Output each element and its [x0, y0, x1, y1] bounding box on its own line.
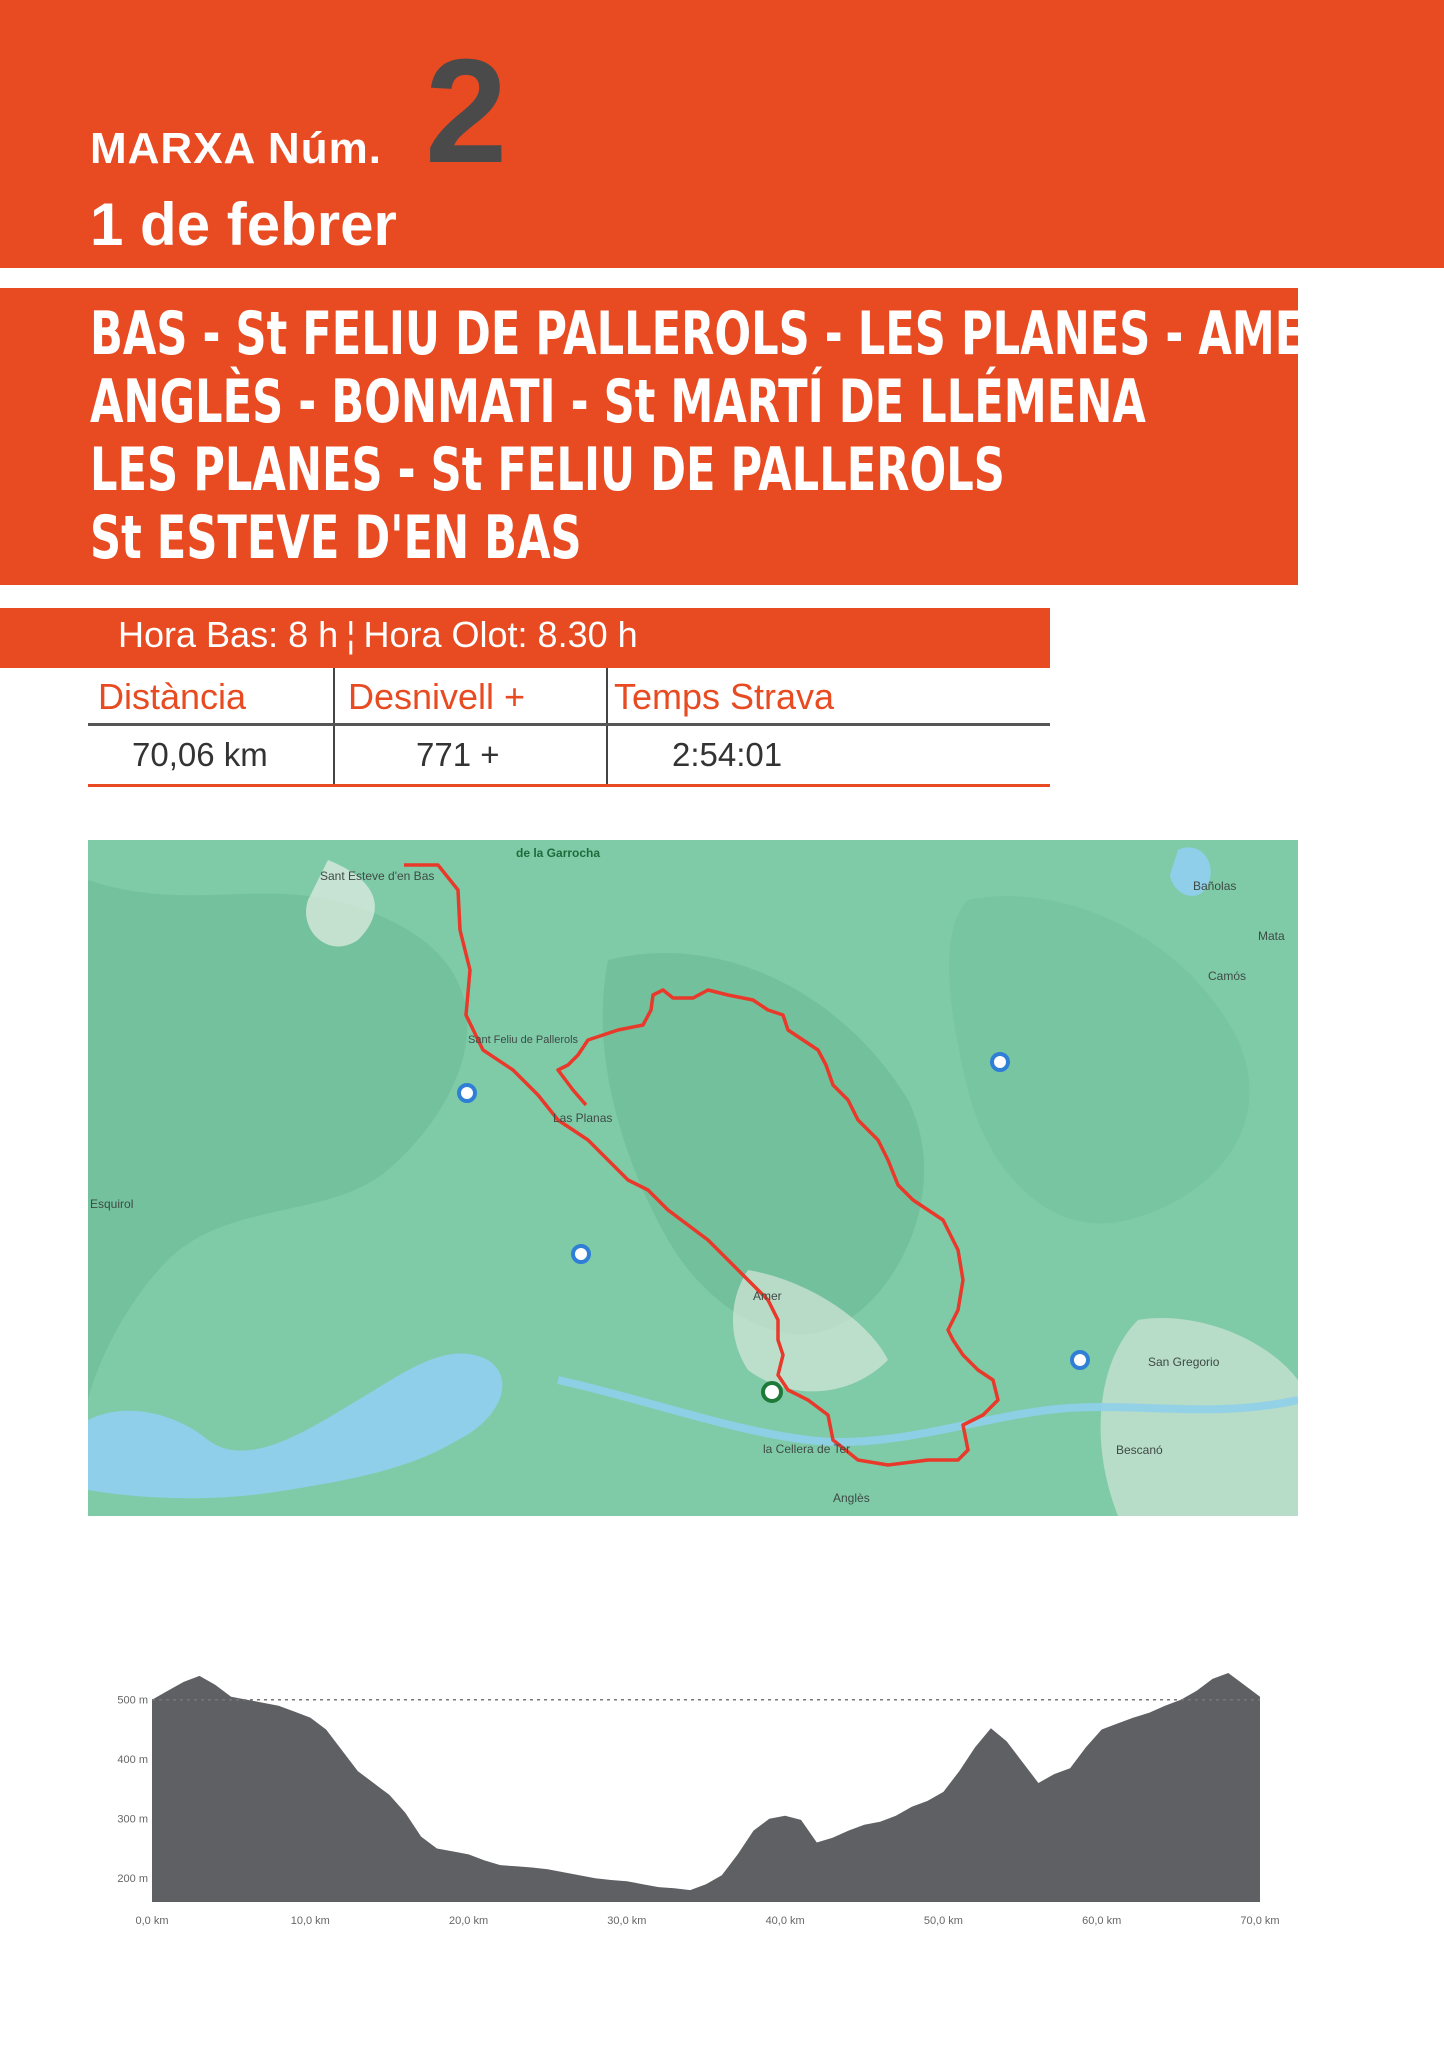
header-elevation-gain: Desnivell + — [348, 676, 526, 717]
x-tick-label: 50,0 km — [923, 1915, 963, 1927]
hora-olot: Hora Olot: 8.30 h — [363, 614, 638, 655]
table-bottom-rule — [88, 784, 1050, 787]
hours-text — [118, 614, 638, 656]
route-map[interactable] — [88, 840, 1298, 1516]
x-tick-label: 20,0 km — [449, 1915, 489, 1927]
marxa-label: MARXA Núm. — [90, 124, 382, 173]
x-tick-label: 0,0 km — [135, 1915, 169, 1927]
y-tick-label: 300 m — [117, 1813, 148, 1826]
map-label-amer: Amer — [753, 1289, 782, 1303]
route-line-2: ANGLÈS - BONMATI - St MARTÍ DE LLÉMENA — [90, 367, 1146, 437]
route-line-1: BAS - St FELIU DE PALLEROLS - LES PLANES - AMER — [90, 299, 1338, 369]
header-distance: Distància — [98, 676, 247, 717]
y-tick-label: 200 m — [117, 1873, 148, 1886]
elevation-profile-chart — [100, 1650, 1300, 1940]
header-strava-time: Temps Strava — [614, 676, 835, 717]
value-elevation-gain: 771 + — [416, 736, 500, 773]
map-label-banolas: Bañolas — [1193, 879, 1237, 893]
map-poi-marker — [459, 1085, 475, 1101]
y-tick-label: 400 m — [117, 1754, 148, 1767]
map-label-san-gregorio: San Gregorio — [1148, 1355, 1220, 1369]
map-label-sant-esteve: Sant Esteve d'en Bas — [320, 869, 435, 883]
hora-bas: Hora Bas: 8 h — [118, 614, 339, 655]
x-tick-label: 30,0 km — [607, 1915, 647, 1927]
elevation-area — [152, 1673, 1260, 1902]
map-poi-marker — [573, 1246, 589, 1262]
map-label-angles: Anglès — [833, 1491, 870, 1505]
map-poi-marker — [992, 1054, 1008, 1070]
y-tick-label: 500 m — [117, 1694, 148, 1707]
x-tick-label: 10,0 km — [290, 1915, 330, 1927]
value-distance: 70,06 km — [132, 736, 268, 773]
value-strava-time: 2:54:01 — [672, 736, 783, 773]
route-line-4: St ESTEVE D'EN BAS — [90, 503, 582, 573]
map-label-las-planas: Las Planas — [553, 1111, 613, 1125]
x-tick-label: 40,0 km — [765, 1915, 805, 1927]
column-divider — [606, 668, 608, 786]
map-label-la-cellera: la Cellera de Ter — [763, 1442, 851, 1456]
map-start-marker — [763, 1383, 781, 1401]
map-label-mata: Mata — [1258, 929, 1285, 943]
map-label-garrocha: de la Garrocha — [516, 846, 601, 860]
map-label-camos: Camós — [1208, 969, 1247, 983]
event-date: 1 de febrer — [90, 191, 397, 258]
map-label-sant-feliu: Sant Feliu de Pallerols — [468, 1034, 579, 1046]
hours-separator: ¦ — [346, 614, 356, 655]
x-tick-label: 70,0 km — [1240, 1915, 1280, 1927]
map-poi-marker — [1072, 1352, 1088, 1368]
marxa-number: 2 — [425, 29, 508, 194]
map-label-bescano: Bescanó — [1116, 1443, 1163, 1457]
map-label-esquirol: Esquirol — [90, 1197, 134, 1211]
column-divider — [333, 668, 335, 786]
route-line-3: LES PLANES - St FELIU DE PALLEROLS — [90, 435, 1005, 505]
header-divider — [88, 723, 1050, 726]
stats-table — [88, 668, 1050, 788]
x-tick-label: 60,0 km — [1082, 1915, 1122, 1927]
